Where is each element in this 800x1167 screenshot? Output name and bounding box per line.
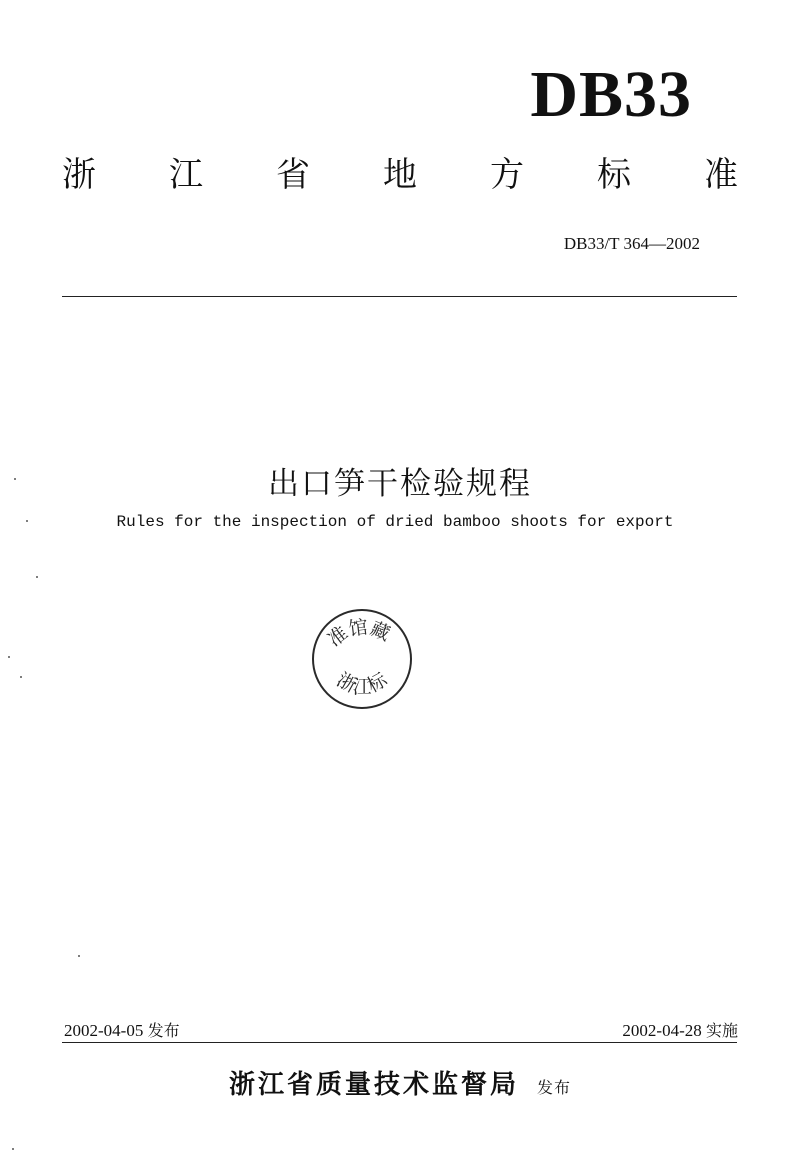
standard-number: DB33/T 364—2002 — [563, 234, 700, 253]
standard-type-char: 准 — [704, 155, 738, 195]
standard-type-char: 浙 — [62, 155, 96, 195]
standard-type-char: 方 — [490, 155, 524, 195]
document-title-english: Rules for the inspection of dried bamboo shoots for export — [116, 513, 674, 531]
issue-date-value: 2002-04-05 — [64, 1021, 144, 1040]
library-stamp — [308, 605, 416, 713]
implementation-date-label: 实施 — [705, 1021, 738, 1040]
scan-speck — [14, 478, 16, 480]
stamp-bottom-text: 浙江标 — [332, 668, 392, 698]
scan-speck — [8, 656, 10, 658]
publisher-name: 浙江省质量技术监督局 — [228, 1070, 519, 1100]
scan-speck — [20, 676, 22, 678]
bottom-divider — [62, 1042, 737, 1043]
standard-type — [62, 155, 738, 195]
standard-type-char: 江 — [169, 155, 203, 195]
stamp-top-text: 准馆藏 — [323, 616, 394, 652]
publisher-suffix: 发布 — [537, 1078, 572, 1097]
stamp-graphic — [308, 605, 416, 713]
standard-type-char: 地 — [383, 155, 417, 195]
scan-speck — [26, 520, 28, 522]
implementation-date — [622, 1018, 738, 1041]
document-title-chinese: 出口笋干检验规程 — [268, 466, 532, 502]
implementation-date-value: 2002-04-28 — [622, 1021, 702, 1040]
top-divider — [62, 296, 737, 297]
publisher — [0, 1064, 800, 1101]
standard-code: DB33 — [530, 58, 692, 131]
issue-date-label: 发布 — [147, 1021, 180, 1040]
scan-speck — [12, 1148, 14, 1150]
standard-type-char: 标 — [597, 155, 631, 195]
scan-speck — [78, 955, 80, 957]
scan-speck — [36, 576, 38, 578]
standard-type-char: 省 — [276, 155, 310, 195]
issue-date — [64, 1018, 180, 1041]
